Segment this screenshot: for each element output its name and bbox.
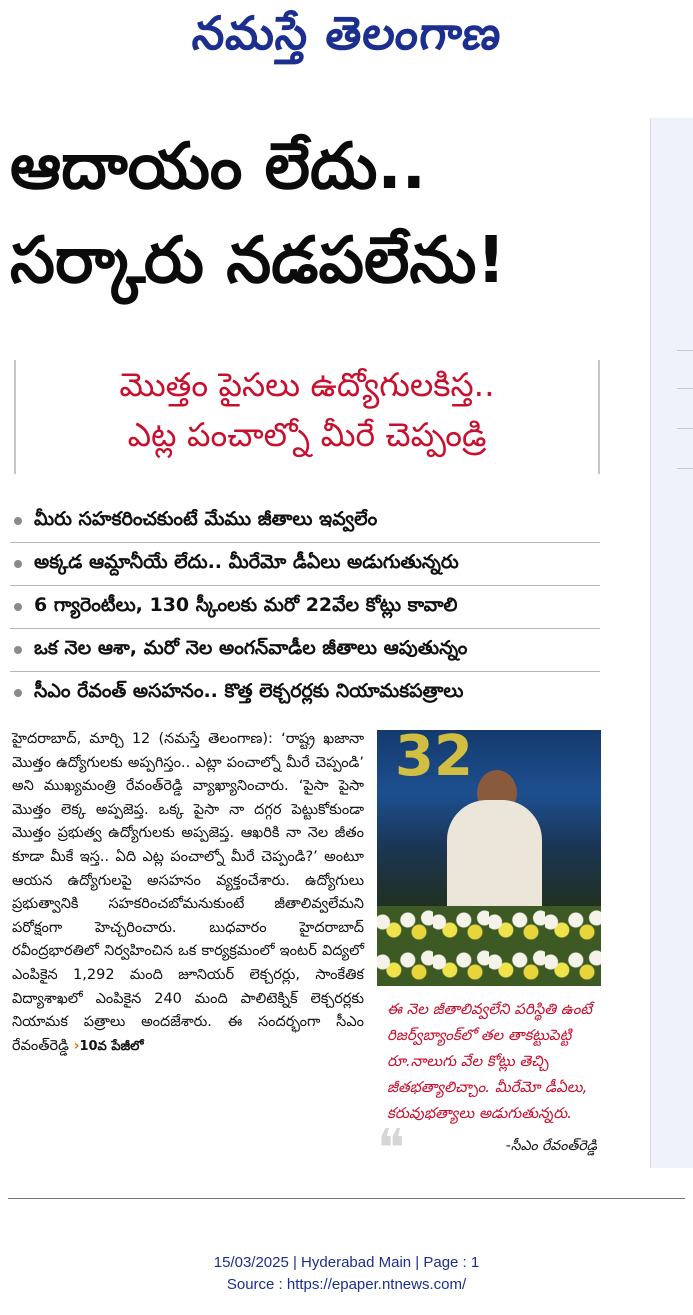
- article-jump-link[interactable]: 10వ పేజీలో: [79, 1038, 144, 1054]
- bullet-dot-icon: [14, 689, 22, 697]
- article-dateline: హైదరాబాద్, మార్చి 12 (నమస్తే తెలంగాణ):: [12, 731, 273, 747]
- quote-mark-icon: ❝: [377, 1119, 405, 1179]
- bullet-item: [10, 586, 600, 629]
- footer-divider: [8, 1198, 685, 1199]
- bullet-dot-icon: [14, 517, 22, 525]
- pull-quote-text: ఈ నెల జీతాలివ్వలేని పరిస్థితి ఉంటే రిజర్వ్‌బ్యాంక్‌లో తల తాకట్టుపెట్టి రూ.నాలుగు వేల కోట్లు తెచ్చి జీతభత్యాలిచ్చాం. మీరేమో డీఏలు, కరువుభత్యాలు అడుగుతున్నరు.: [387, 1000, 593, 1122]
- bullet-text: సీఎం రేవంత్ అసహనం.. కొత్త లెక్చరర్లకు నియామకపత్రాలు: [34, 679, 464, 702]
- bullet-list: [10, 500, 600, 714]
- article-text: ‘రాష్ట్ర ఖజానా మొత్తం ఉద్యోగులకు అప్పగిస్తం.. ఎట్లా పంచాల్నో మీరే చెప్పండి’ అని ముఖ్యమంత్రి రేవంత్‌రెడ్డి వ్యాఖ్యానించారు. ‘పైసా పైసా మొత్తం లెక్క అప్పజెప్త. ఒక్క పైసా నా దగ్గర పెట్టుకోకుండా మొత్తం ప్రభుత్వ ఉద్యోగులకు అప్పజెప్త. ఆఖరికి నా నెల జీతం కూడా మీకే ఇస్త.. ఏది ఎట్ల పంచాల్నో మీరే చెప్పండి?’ అంటూ ఆయన ఉద్యోగులపై అసహనం వ్యక్తంచేశారు. ఉద్యోగులు ప్రభుత్వానికి సహకరించబోమనుకుంటే జీతాలివ్వలేమని పరోక్షంగా హెచ్చరించారు. బుధవారం హైదరాబాద్ రవీంద్రభారతిలో నిర్వహించిన ఒక కార్యక్రమంలో ఇంటర్ విద్యలో ఎంపికైన 1,292 మంది జూనియర్ లెక్చరర్లు, సాంకేతిక విద్యాశాఖలో ఎంపికైన 240 మంది పాలిటెక్నిక్ లెక్చరర్లకు నియామక పత్రాలు అందజేశారు. ఈ సందర్భంగా సీఎం రేవంత్‌రెడ్డి: [12, 731, 365, 1054]
- divider: [677, 388, 693, 389]
- subheadline-line-1: మొత్తం పైసలు ఉద్యోగులకిస్త..: [119, 365, 495, 404]
- article-body: [12, 728, 364, 1058]
- cm-speech-photo: [377, 730, 601, 986]
- photo-backdrop-graphic: 32: [395, 730, 473, 789]
- bullet-item: [10, 500, 600, 543]
- bullet-text: అక్కడ ఆమ్దానీయే లేదు.. మీరేమో డీఏలు అడుగుతున్నరు: [34, 550, 459, 573]
- adjacent-article-clipped: [650, 118, 693, 1168]
- bullet-item: [10, 672, 600, 714]
- pull-quote: [377, 988, 601, 1179]
- subheadline-line-2: ఎట్ల పంచాల్నో మీరే చెప్పండ్రి: [127, 415, 487, 454]
- bullet-dot-icon: [14, 603, 22, 611]
- bullet-text: 6 గ్యారెంటీలు, 130 స్కీంలకు మరో 22వేల కోట్లు కావాలి: [34, 593, 458, 616]
- divider: [677, 468, 693, 469]
- bullet-item: [10, 629, 600, 672]
- jump-arrow-icon: ›: [73, 1037, 80, 1054]
- headline-line-2: సర్కారు నడపలేను!: [10, 224, 506, 298]
- masthead-logo: నమస్తే తెలంగాణ: [189, 6, 505, 60]
- subheadline: [14, 360, 600, 474]
- divider: [677, 428, 693, 429]
- bullet-text: ఒక నెల ఆశా, మరో నెల అంగన్‌వాడీల జీతాలు ఆపుతున్నం: [34, 636, 468, 659]
- bullet-item: [10, 543, 600, 586]
- masthead: [0, 0, 693, 78]
- footer-source-link[interactable]: Source : https://epaper.ntnews.com/: [226, 1276, 467, 1293]
- footer-edition-info: 15/03/2025 | Hyderabad Main | Page : 1: [213, 1254, 480, 1271]
- bullet-dot-icon: [14, 646, 22, 654]
- headline-line-1: ఆదాయం లేదు..: [10, 130, 426, 204]
- bullet-text: మీరు సహకరించకుంటే మేము జీతాలు ఇవ్వలేం: [34, 507, 378, 530]
- pull-quote-attribution: -సీఎం రేవంత్‌రెడ్డి: [505, 1138, 597, 1154]
- bullet-dot-icon: [14, 560, 22, 568]
- photo-flowers: [377, 906, 601, 986]
- divider: [677, 350, 693, 351]
